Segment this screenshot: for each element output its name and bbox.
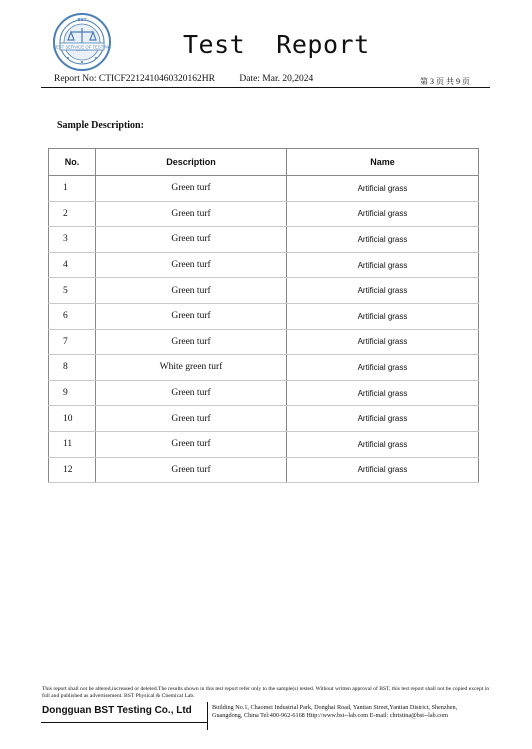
page-number: 第 3 页 共 9 页 [420,77,470,86]
cell-description: Green turf [96,406,287,432]
header-divider [41,87,490,88]
cell-name: Artificial grass [287,406,479,432]
cell-description: Green turf [96,329,287,355]
cell-no: 3 [49,227,96,253]
sample-table [48,148,479,483]
section-title: Sample Description: [57,120,144,131]
cell-no: 4 [49,252,96,278]
table-header-row [49,149,479,176]
table-row [49,278,479,304]
cell-description: Green turf [96,431,287,457]
logo-top-text: BST [77,17,87,22]
cell-name: Artificial grass [287,252,479,278]
table-row [49,355,479,381]
footer-rule [41,722,207,723]
cell-description: White green turf [96,355,287,381]
table-row [49,227,479,253]
cell-description: Green turf [96,227,287,253]
footer-address [212,704,512,720]
table-row [49,201,479,227]
footer-company-name: Dongguan BST Testing Co., Ltd [42,705,192,716]
table-row [49,303,479,329]
logo-band-text: BEST SERVICE OF TESTING [52,44,112,50]
cell-name: Artificial grass [287,431,479,457]
cell-no: 1 [49,176,96,202]
cell-no: 2 [49,201,96,227]
report-number: Report No: CTICF2212410460320162HR [54,74,215,84]
cell-no: 7 [49,329,96,355]
column-header-description: Description [96,149,287,176]
cell-name: Artificial grass [287,457,479,483]
cell-no: 10 [49,406,96,432]
cell-description: Green turf [96,303,287,329]
cell-name: Artificial grass [287,380,479,406]
page-title: Test Report [183,30,370,59]
cell-description: Green turf [96,278,287,304]
table-row [49,406,479,432]
table-row [49,329,479,355]
cell-no: 11 [49,431,96,457]
address-line-2: Guangdong, China Tel:400-962-6168 Http://www.bst--lab.com E-mail: christina@bst--lab.com [212,712,448,719]
cell-no: 12 [49,457,96,483]
footer-divider [207,702,208,730]
address-line-1: Building No.1, Chaomei Industrial Park, Donghai Road, Yantian Street,Yantian District, Shenzhen, [212,704,458,711]
table-row [49,431,479,457]
table-row [49,457,479,483]
cell-name: Artificial grass [287,201,479,227]
cell-name: Artificial grass [287,278,479,304]
cell-description: Green turf [96,457,287,483]
cell-no: 9 [49,380,96,406]
cell-name: Artificial grass [287,176,479,202]
cell-no: 8 [49,355,96,381]
cell-description: Green turf [96,252,287,278]
cell-description: Green turf [96,201,287,227]
cell-description: Green turf [96,380,287,406]
cell-name: Artificial grass [287,329,479,355]
table-row [49,176,479,202]
cell-name: Artificial grass [287,227,479,253]
table-row [49,380,479,406]
bst-seal-icon [52,12,112,72]
table-row [49,252,479,278]
cell-name: Artificial grass [287,355,479,381]
cell-description: Green turf [96,176,287,202]
cell-name: Artificial grass [287,303,479,329]
report-meta [54,74,313,84]
disclaimer-text: This report shall not be altered,increased or deleted.The results shown in this test report refer only to the sample(s) tested. Without written approval of BST, this test report shall not be copied except in full and published as advertisement. BST Physical & Chemical Lab. [42,686,490,699]
cell-no: 5 [49,278,96,304]
company-logo [52,12,112,72]
column-header-no: No. [49,149,96,176]
report-date: Date: Mar. 20,2024 [239,74,314,84]
column-header-name: Name [287,149,479,176]
cell-no: 6 [49,303,96,329]
